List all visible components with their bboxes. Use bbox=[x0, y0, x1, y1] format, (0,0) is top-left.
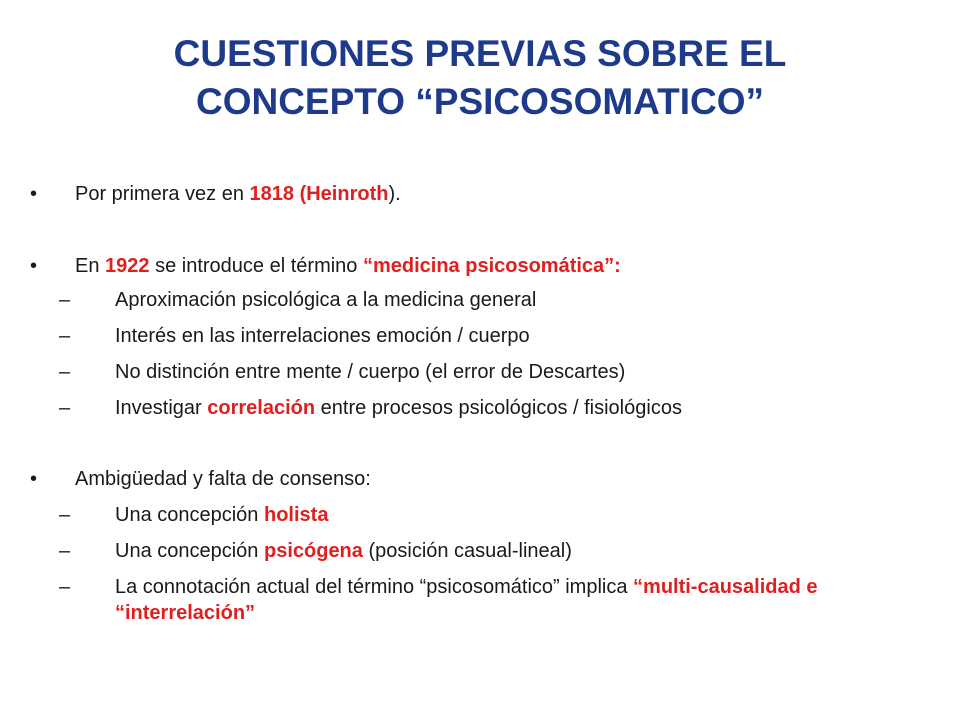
highlight-heinroth: 1818 (Heinroth bbox=[249, 183, 389, 205]
dash-marker: – bbox=[59, 361, 71, 383]
sub-item-text bbox=[115, 502, 915, 528]
bullet-text-part: En bbox=[75, 255, 106, 277]
highlight-year-1922: 1922 bbox=[105, 255, 150, 277]
sub-item-text-part: (posición casual-lineal) bbox=[362, 540, 572, 562]
bullet-text bbox=[75, 181, 401, 207]
bullet-marker: • bbox=[30, 255, 38, 277]
sub-item-text: Interés en las interrelaciones emoción / cuerpo bbox=[115, 325, 530, 347]
sub-item-text-part: Investigar bbox=[115, 397, 208, 419]
sub-item-text-part: Una concepción bbox=[115, 540, 264, 562]
highlight-psicogena: psicógena bbox=[263, 540, 363, 562]
dash-marker: – bbox=[59, 504, 71, 526]
bullet-text-part: se introduce el término bbox=[149, 255, 363, 277]
bullet-text bbox=[75, 253, 621, 279]
slide-title-line-1: CUESTIONES PREVIAS SOBRE EL bbox=[173, 33, 787, 74]
highlight-correlacion: correlación bbox=[207, 397, 316, 419]
bullet-marker: • bbox=[30, 183, 38, 205]
highlight-multicausalidad: “multi-causalidad e “interrelación” bbox=[115, 576, 818, 624]
slide-title-line-2: CONCEPTO “PSICOSOMATICO” bbox=[195, 81, 765, 122]
sub-item-text bbox=[115, 395, 915, 421]
dash-marker: – bbox=[59, 576, 71, 598]
highlight-medicina-psicosomatica: “medicina psicosomática”: bbox=[362, 255, 621, 277]
sub-item-text bbox=[115, 538, 915, 564]
bullet-text: Ambigüedad y falta de consenso: bbox=[75, 468, 371, 490]
bullet-text-part: ). bbox=[388, 183, 401, 205]
bullet-marker: • bbox=[30, 468, 38, 490]
slide-title bbox=[60, 30, 900, 126]
sub-item-text: No distinción entre mente / cuerpo (el error de Descartes) bbox=[115, 361, 626, 383]
dash-marker: – bbox=[59, 325, 71, 347]
sub-item-text-part: Una concepción bbox=[115, 504, 264, 526]
highlight-holista: holista bbox=[263, 504, 329, 526]
dash-marker: – bbox=[59, 397, 71, 419]
sub-item-text-part: entre procesos psicológicos / fisiológicos bbox=[315, 397, 682, 419]
sub-item-text-part: La connotación actual del término “psicosomático” implica bbox=[115, 576, 634, 598]
sub-item-text bbox=[115, 574, 915, 626]
dash-marker: – bbox=[59, 540, 71, 562]
dash-marker: – bbox=[59, 289, 71, 311]
bullet-text-part: Por primera vez en bbox=[75, 183, 250, 205]
sub-item-text: Aproximación psicológica a la medicina general bbox=[115, 289, 537, 311]
